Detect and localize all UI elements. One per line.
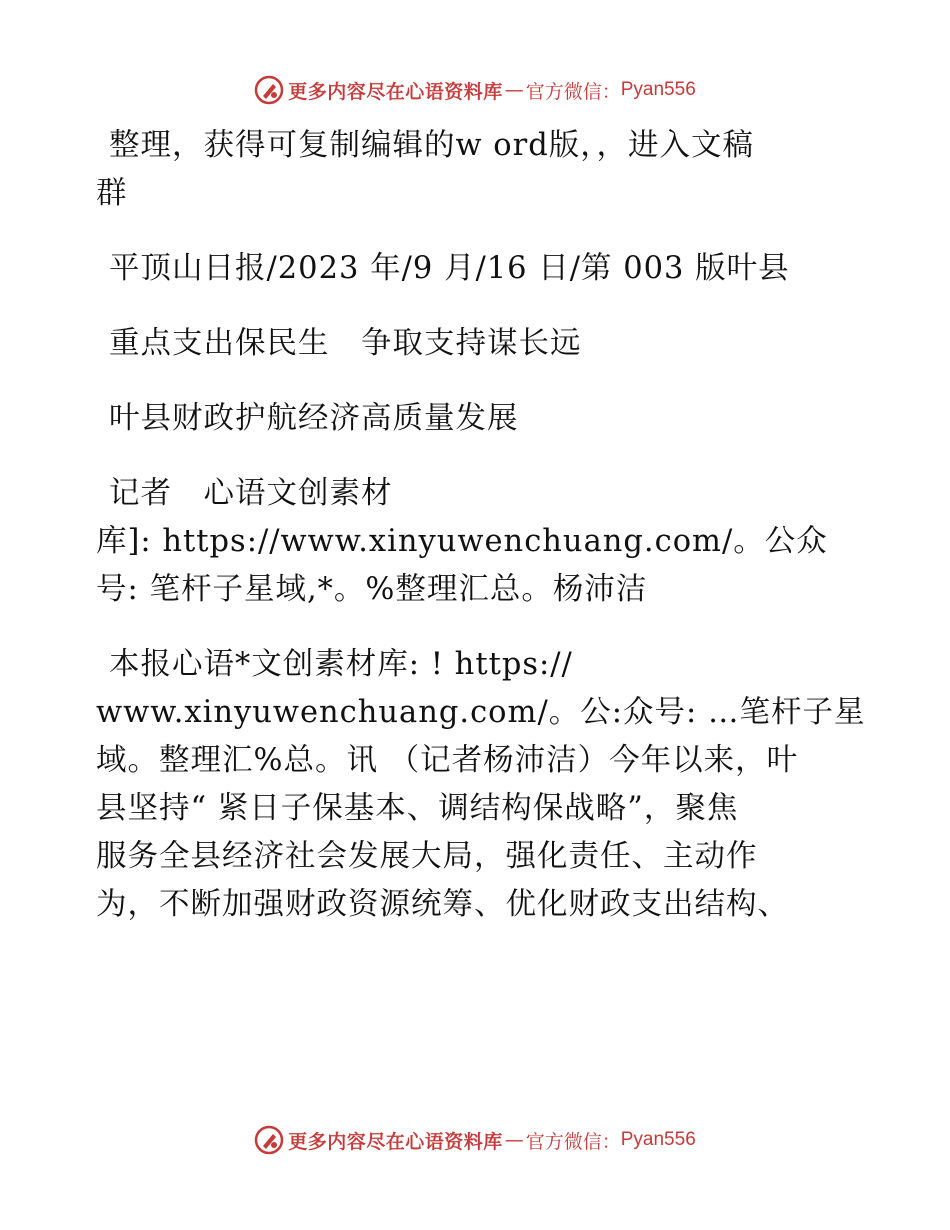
text-line: 叶县财政护航经济高质量发展 — [109, 401, 519, 436]
banner-text: 更多内容尽在心语资料库 — [288, 1130, 503, 1153]
text-line: 本报心语*文创素材库: ! https:// — [109, 647, 573, 682]
paragraph-intro — [96, 122, 856, 218]
paragraph-body — [96, 641, 866, 929]
banner-id: Pyan556 — [620, 1129, 696, 1150]
paragraph-headline — [96, 320, 856, 368]
paragraph-reporter — [96, 470, 856, 614]
banner-id: Pyan556 — [620, 79, 696, 100]
text-line: 库]: https://www.xinyuwenchuang.com/。公众 — [96, 524, 828, 559]
text-line: 记者 心语文创素材 — [109, 476, 393, 511]
text-line: 重点支出保民生 争取支持谋长远 — [109, 326, 582, 361]
banner-label: 官方微信： — [525, 80, 621, 103]
document-body — [96, 122, 866, 929]
logo-icon — [254, 75, 284, 105]
text-line: 群 — [96, 176, 128, 211]
header-banner — [0, 70, 950, 110]
text-line: www.xinyuwenchuang.com/。公:众号: …笔杆子星 — [96, 695, 866, 730]
footer-banner — [0, 1120, 950, 1160]
text-line: 域。整理汇%总。讯 （记者杨沛洁）今年以来，叶 — [96, 743, 799, 778]
paragraph-source — [96, 245, 856, 293]
text-line: 整理，获得可复制编辑的w ord版，，进入文稿 — [109, 128, 755, 163]
text-line: 平顶山日报/2023 年/9 月/16 日/第 003 版叶县 — [109, 251, 790, 286]
text-line: 县坚持“ 紧日子保基本、调结构保战略”，聚焦 — [96, 791, 739, 826]
text-line: 号: 笔杆子星域,*。%整理汇总。杨沛洁 — [96, 572, 648, 607]
text-line: 为，不断加强财政资源统筹、优化财政支出结构、 — [96, 887, 789, 922]
banner-text: 更多内容尽在心语资料库 — [288, 80, 503, 103]
logo-icon — [254, 1125, 284, 1155]
banner-separator: — — [504, 1129, 524, 1151]
paragraph-subheadline — [96, 395, 856, 443]
banner-separator: — — [504, 79, 524, 101]
text-line: 服务全县经济社会发展大局，强化责任、主动作 — [96, 839, 758, 874]
banner-label: 官方微信： — [525, 1130, 621, 1153]
